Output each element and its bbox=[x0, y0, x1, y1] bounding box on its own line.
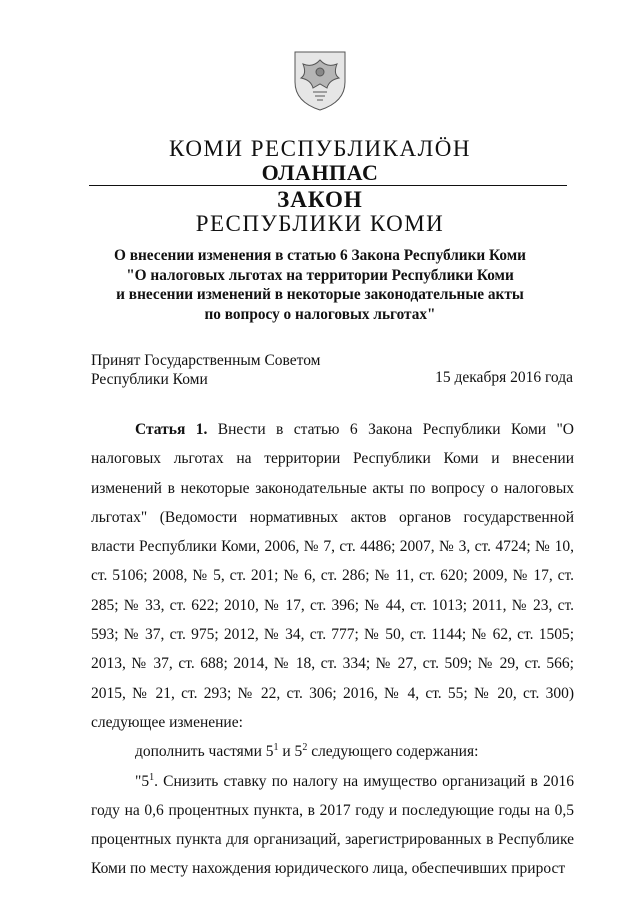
subject-line: по вопросу о налоговых льготах" bbox=[204, 305, 436, 323]
subject-line: "О налоговых льготах на территории Республики Коми bbox=[126, 266, 514, 284]
superscript: 1 bbox=[273, 742, 279, 754]
paragraph-text: . Снизить ставку по налогу на имущество организаций в 2016 году на 0,6 процентных пункта, в 2017 году и последующие годы на 0,5 процентных пункта для организаций, зарегистрированных в Республике Коми по месту нахождения юридического лица, обеспечивших прирост bbox=[91, 772, 574, 878]
article-paragraph bbox=[91, 767, 574, 884]
coat-of-arms-emblem bbox=[291, 46, 349, 112]
law-title: ЗАКОН bbox=[277, 187, 363, 212]
paragraph-text: дополнить частями 5 bbox=[135, 743, 274, 761]
adoption-line: Республики Коми bbox=[91, 371, 208, 388]
article-paragraph bbox=[91, 737, 574, 766]
superscript: 1 bbox=[149, 771, 155, 783]
superscript: 2 bbox=[302, 742, 308, 754]
paragraph-text: "5 bbox=[135, 772, 150, 790]
adoption-date: 15 декабря 2016 года bbox=[435, 369, 573, 386]
article-body bbox=[91, 415, 574, 884]
olanpas-title: ОЛАНПАС bbox=[261, 160, 379, 185]
adoption-line: Принят Государственным Советом bbox=[91, 352, 321, 369]
paragraph-text: и 5 bbox=[278, 743, 303, 761]
republic-title: РЕСПУБЛИКИ КОМИ bbox=[195, 211, 445, 236]
subject-line: и внесении изменений в некоторые законодательные акты bbox=[116, 286, 524, 303]
header-divider bbox=[89, 185, 567, 186]
article-paragraph bbox=[91, 415, 574, 737]
law-subject bbox=[80, 246, 560, 324]
komi-language-title: КОМИ РЕСПУБЛИКАЛӦН bbox=[169, 136, 471, 161]
article-label: Статья 1. bbox=[135, 421, 208, 438]
paragraph-text: следующего содержания: bbox=[307, 743, 479, 761]
adoption-statement bbox=[91, 351, 321, 389]
article-text: Внести в статью 6 Закона Республики Коми "О налоговых льготах на территории Республики Коми и внесении изменений в некоторые законодательные акты по вопросу о налоговых льготах" (Ведомости нормативных актов органов государственной власти Республики Коми, 2006, № 7, ст. 4486; 2007, № 3, ст. 4724; № 10, ст. 5106; 2008, № 5, ст. 201; № 6, ст. 286; № 11, ст. 620; 2009, № 17, ст. 285; № 33, ст. 622; 2010, № 17, ст. 396; № 44, ст. 1013; 2011, № 23, ст. 593; № 37, ст. 975; 2012, № 34, ст. 777; № 50, ст. 1144; № 62, ст. 1505; 2013, № 37, ст. 688; 2014, № 18, ст. 334; № 27, ст. 509; № 29, ст. 566; 2015, № 21, ст. 293; № 22, ст. 306; 2016, № 4, ст. 55; № 20, ст. 300) следующее изменение: bbox=[91, 421, 574, 731]
subject-line: О внесении изменения в статью 6 Закона Республики Коми bbox=[114, 247, 526, 264]
